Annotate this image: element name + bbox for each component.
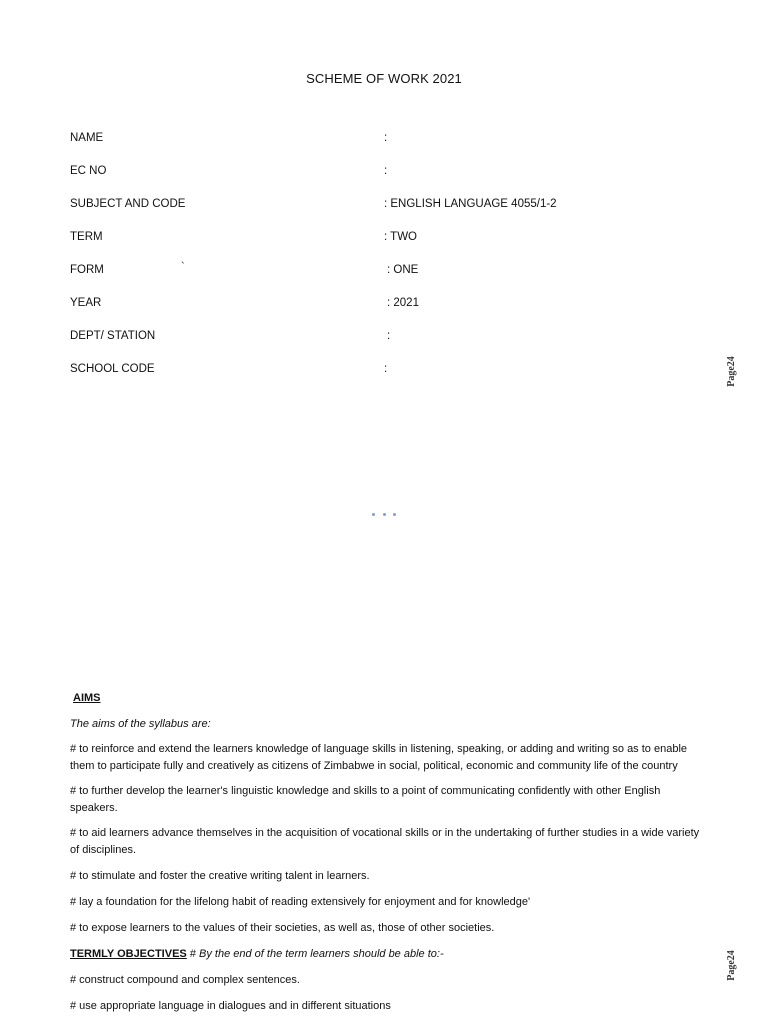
info-value: : — [387, 330, 391, 342]
info-value: : ONE — [387, 264, 419, 276]
info-label: EC NO — [70, 165, 107, 177]
info-row-school-code — [70, 363, 690, 381]
info-value: : TWO — [384, 231, 418, 243]
info-row-ec-no — [70, 165, 690, 183]
info-label: TERM — [70, 231, 103, 243]
page-break-dot — [383, 513, 386, 516]
aim-item: # to further develop the learner's linguistic knowledge and skills to a point of communicating confidently with other English speakers. — [70, 785, 661, 814]
info-label: FORM — [70, 264, 104, 276]
aims-intro: The aims of the syllabus are: — [70, 718, 211, 730]
page-number-label: Page24 — [725, 356, 737, 387]
info-row-dept-station — [70, 330, 690, 348]
aims-heading: AIMS — [73, 692, 101, 704]
info-row-form — [70, 261, 690, 282]
info-value: : 2021 — [387, 297, 419, 309]
objectives-heading: TERMLY OBJECTIVES — [70, 948, 187, 960]
aim-item: # to aid learners advance themselves in the acquisition of vocational skills or in the undertaking of further studies in a wide variety of disciplines. — [70, 827, 700, 856]
info-value: : ENGLISH LANGUAGE 4055/1-2 — [384, 198, 557, 210]
info-value: : — [384, 132, 388, 144]
info-value: : — [384, 363, 388, 375]
aim-item: # lay a foundation for the lifelong habit of reading extensively for enjoyment and for knowledge' — [70, 896, 531, 908]
objectives-line — [70, 946, 710, 963]
info-label: DEPT/ STATION — [70, 330, 156, 342]
page-break-indicator — [0, 503, 768, 513]
page-number-label: Page24 — [725, 950, 737, 981]
objectives-intro: By the end of the term learners should be able to:- — [199, 948, 444, 960]
info-label: SUBJECT AND CODE — [70, 198, 186, 210]
info-row-name — [70, 132, 690, 150]
aims-section — [70, 690, 710, 1015]
page-break-dot — [393, 513, 396, 516]
info-label: SCHOOL CODE — [70, 363, 155, 375]
info-value: : — [384, 165, 388, 177]
aim-item: # to reinforce and extend the learners knowledge of language skills in listening, speaking, or adding and writing so as to enable them to participate fully and creatively as citizens of Zimbabwe in social, political, economic and community life of the country — [70, 743, 688, 772]
info-label: YEAR — [70, 297, 102, 309]
stray-mark: ` — [181, 261, 185, 273]
info-label: NAME — [70, 132, 104, 144]
aim-item: # to expose learners to the values of their societies, as well as, those of other societies. — [70, 922, 495, 934]
aim-item: # to stimulate and foster the creative writing talent in learners. — [70, 870, 370, 882]
info-row-term — [70, 231, 690, 249]
objective-item: # construct compound and complex sentences. — [70, 974, 300, 986]
page-break-dot — [372, 513, 375, 516]
info-row-subject-and-code — [70, 198, 690, 216]
document-title: SCHEME OF WORK 2021 — [306, 71, 462, 86]
objectives-hash: # — [189, 948, 196, 960]
info-row-year — [70, 297, 690, 315]
objective-item: # use appropriate language in dialogues and in different situations — [70, 1000, 391, 1012]
